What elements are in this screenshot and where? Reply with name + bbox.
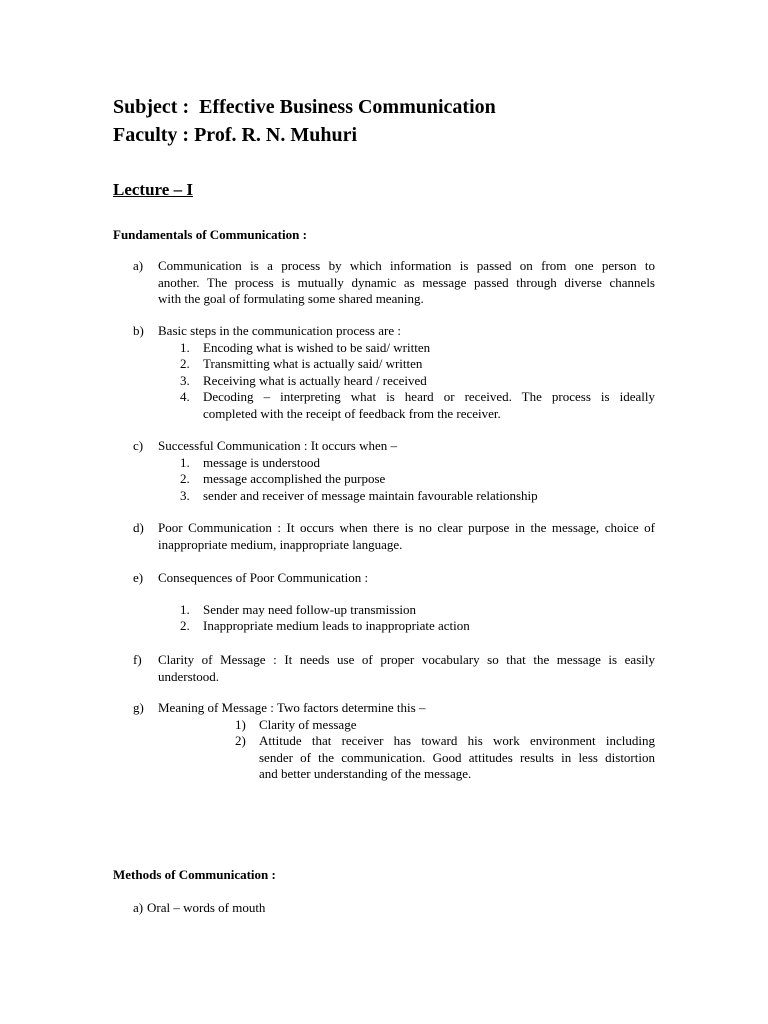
item-c-2-text: message accomplished the purpose [203,471,386,486]
item-c-3-num: 3. [180,488,190,503]
faculty-line [113,124,357,147]
item-d-label: d) [133,520,144,535]
item-a-line1: Communication is a process by which information is passed on from one person to [158,258,655,273]
item-b-intro: Basic steps in the communication process are : [158,323,401,338]
item-c-1-num: 1. [180,455,190,470]
item-g-1-num: 1) [235,717,246,732]
item-f-text [158,652,655,685]
item-g-label: g) [133,700,144,715]
item-e-2-text: Inappropriate medium leads to inappropriate action [203,618,470,633]
item-a-line2: another. The process is mutually dynamic as message passed through diverse channels [158,274,655,290]
item-b-4-text [203,389,655,422]
item-g-2-text [259,733,655,783]
item-g-intro: Meaning of Message : Two factors determine this – [158,700,426,715]
item-a-text [158,258,655,308]
item-c-label: c) [133,438,144,453]
faculty-value: Prof. R. N. Muhuri [194,124,358,146]
item-g-2-line1: Attitude that receiver has toward his work environment including [259,733,655,748]
methods-a-label: a) [133,900,144,915]
item-d-text [158,520,655,553]
item-e-label: e) [133,570,144,585]
item-g-2-line3: and better understanding of the message. [259,766,472,781]
item-b-3-num: 3. [180,373,190,388]
item-b-2-text: Transmitting what is actually said/ written [203,356,423,371]
item-c-3-text: sender and receiver of message maintain favourable relationship [203,488,538,503]
item-b-1-num: 1. [180,340,190,355]
item-e-intro: Consequences of Poor Communication : [158,570,369,585]
subject-value: Effective Business Communication [199,96,496,118]
item-d-line1: Poor Communication : It occurs when there is no clear purpose in the message, choice of [158,520,655,535]
item-f-line1: Clarity of Message : It needs use of proper vocabulary so that the message is easily [158,652,655,667]
item-c-2-num: 2. [180,471,190,486]
item-d-line2: inappropriate medium, inappropriate language. [158,536,403,552]
item-c-1-text: message is understood [203,455,320,470]
item-b-1-text: Encoding what is wished to be said/ written [203,340,431,355]
faculty-label: Faculty : [113,124,190,146]
lecture-title: Lecture – I [113,180,193,199]
item-b-4-num: 4. [180,389,190,404]
methods-a-text: Oral – words of mouth [147,900,266,915]
item-g-1-text: Clarity of message [259,717,357,732]
item-e-1-num: 1. [180,602,190,617]
item-e-2-num: 2. [180,618,190,633]
subject-label: Subject : [113,96,190,118]
item-g-2-line2: sender of the communication. Good attitudes results in less distortion [259,749,655,765]
methods-heading: Methods of Communication : [113,867,276,882]
item-b-4-line1: Decoding – interpreting what is heard or received. The process is ideally [203,389,655,404]
item-f-label: f) [133,652,142,667]
fundamentals-heading: Fundamentals of Communication : [113,227,307,242]
item-b-2-num: 2. [180,356,190,371]
subject-line [113,96,496,119]
item-g-2-num: 2) [235,733,246,748]
item-e-1-text: Sender may need follow-up transmission [203,602,417,617]
item-b-label: b) [133,323,144,338]
item-b-4-line2: completed with the receipt of feedback from the receiver. [203,405,501,421]
item-f-line2: understood. [158,668,220,684]
item-c-intro: Successful Communication : It occurs when – [158,438,398,453]
item-b-3-text: Receiving what is actually heard / received [203,373,427,388]
item-a-label: a) [133,258,144,273]
item-a-line3: with the goal of formulating some shared meaning. [158,291,424,306]
